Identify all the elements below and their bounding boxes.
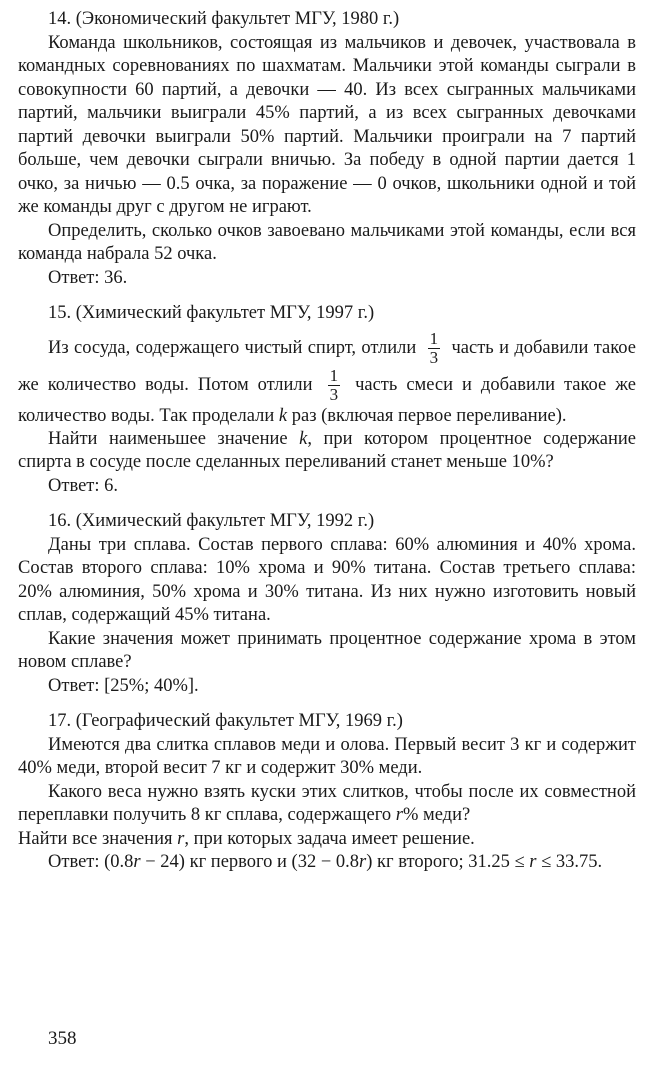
- text-segment: Какого веса нужно взять куски этих слитков, чтобы после их совместной переплавки получить 8 кг сплава, содержащего: [18, 781, 636, 825]
- text-segment: ) кг второго; 31.25 ≤: [366, 852, 525, 872]
- text-segment: , при котором процентное содержание спирта в сосуде после сделанных переливаний станет меньше 10%?: [18, 428, 636, 472]
- variable-r: r: [177, 828, 185, 849]
- problem-heading: 15. (Химический факультет МГУ, 1997 г.): [48, 303, 375, 323]
- problem-heading: 14. (Экономический факультет МГУ, 1980 г.): [48, 9, 400, 29]
- problem-heading: 16. (Химический факультет МГУ, 1992 г.): [48, 511, 375, 531]
- problem-text: Имеются два слитка сплавов меди и олова. Первый весит 3 кг и содержит 40% меди, второй весит 7 кг и содержит 30% меди.: [18, 734, 636, 778]
- text-segment: − 24) кг первого и (32 − 0.8: [140, 852, 360, 872]
- text-segment: ≤ 33.75.: [541, 852, 603, 872]
- text-segment: Из сосуда, содержащего чистый спирт, отлили: [48, 337, 417, 358]
- variable-r: r: [395, 805, 403, 825]
- fraction-denominator: 3: [329, 384, 339, 404]
- text-segment: часть смеси и добавили такое же количество воды. Так проделали: [18, 374, 636, 426]
- problem-question: [18, 828, 636, 852]
- problem-16: [18, 510, 636, 698]
- text-segment: раз (включая первое переливание).: [291, 405, 567, 426]
- problem-question: Какие значения может принимать процентное содержание хрома в этом новом сплаве?: [18, 628, 636, 672]
- problem-17: [18, 710, 636, 875]
- page-number: 358: [48, 1028, 77, 1049]
- problem-14: [18, 8, 636, 290]
- problem-text: Даны три сплава. Состав первого сплава: 60% алюминия и 40% хрома. Состав второго сплава: 10% хрома и 90% титана. Состав третьего сплава: 20% алюминия, 50% хрома и 30% титана. Из них нужно изготовить новый сплав, содержащий 45% титана.: [18, 534, 636, 625]
- variable-r: r: [529, 852, 537, 872]
- problem-answer: Ответ: [25%; 40%].: [48, 675, 199, 696]
- text-segment: часть и добавили такое же количество воды. Потом отлили: [18, 337, 636, 395]
- problem-question: [18, 428, 636, 475]
- problem-question: [18, 781, 636, 828]
- text-segment: % меди?: [402, 805, 471, 825]
- variable-r: r: [359, 852, 367, 872]
- variable-r: r: [133, 852, 141, 872]
- variable-k: k: [278, 405, 288, 426]
- text-segment: Найти наименьшее значение: [48, 428, 288, 449]
- problem-text: [18, 330, 636, 428]
- text-segment: Найти все значения: [18, 828, 173, 849]
- page-content: [18, 8, 636, 887]
- text-segment: Ответ: (0.8: [48, 852, 134, 872]
- text-segment: , при которых задача имеет решение.: [184, 828, 475, 849]
- problem-15: [18, 302, 636, 498]
- problem-question: Определить, сколько очков завоевано мальчиками этой команды, если вся команда набрала 52 очка.: [18, 220, 636, 264]
- fraction-numerator: 1: [429, 328, 439, 348]
- problem-answer: [18, 851, 636, 875]
- variable-k: k: [299, 428, 308, 449]
- fraction-one-third: [428, 330, 441, 367]
- problem-text: Команда школьников, состоящая из мальчиков и девочек, участвовала в командных соревнованиях по шахматам. Мальчики этой команды сыграли в совокупности 60 партий, а девочки — 40. Из всех сыгранных мальчиками партий, мальчики выиграли 45% партий, а из всех сыгранных девочками партий девочки выиграли 50% партий. Мальчики проиграли на 7 партий больше, чем девочки сыграли вничью. За победу в одной партии дается 1 очко, за ничью — 0.5 очка, за поражение — 0 очков, школьники одной и той же команды друг с другом не играют.: [18, 32, 636, 217]
- problem-answer: Ответ: 36.: [48, 267, 128, 288]
- fraction-one-third: [328, 367, 341, 404]
- fraction-numerator: 1: [329, 365, 339, 385]
- problem-heading: 17. (Географический факультет МГУ, 1969 г.): [48, 711, 403, 731]
- problem-answer: Ответ: 6.: [48, 475, 119, 496]
- fraction-denominator: 3: [429, 347, 439, 367]
